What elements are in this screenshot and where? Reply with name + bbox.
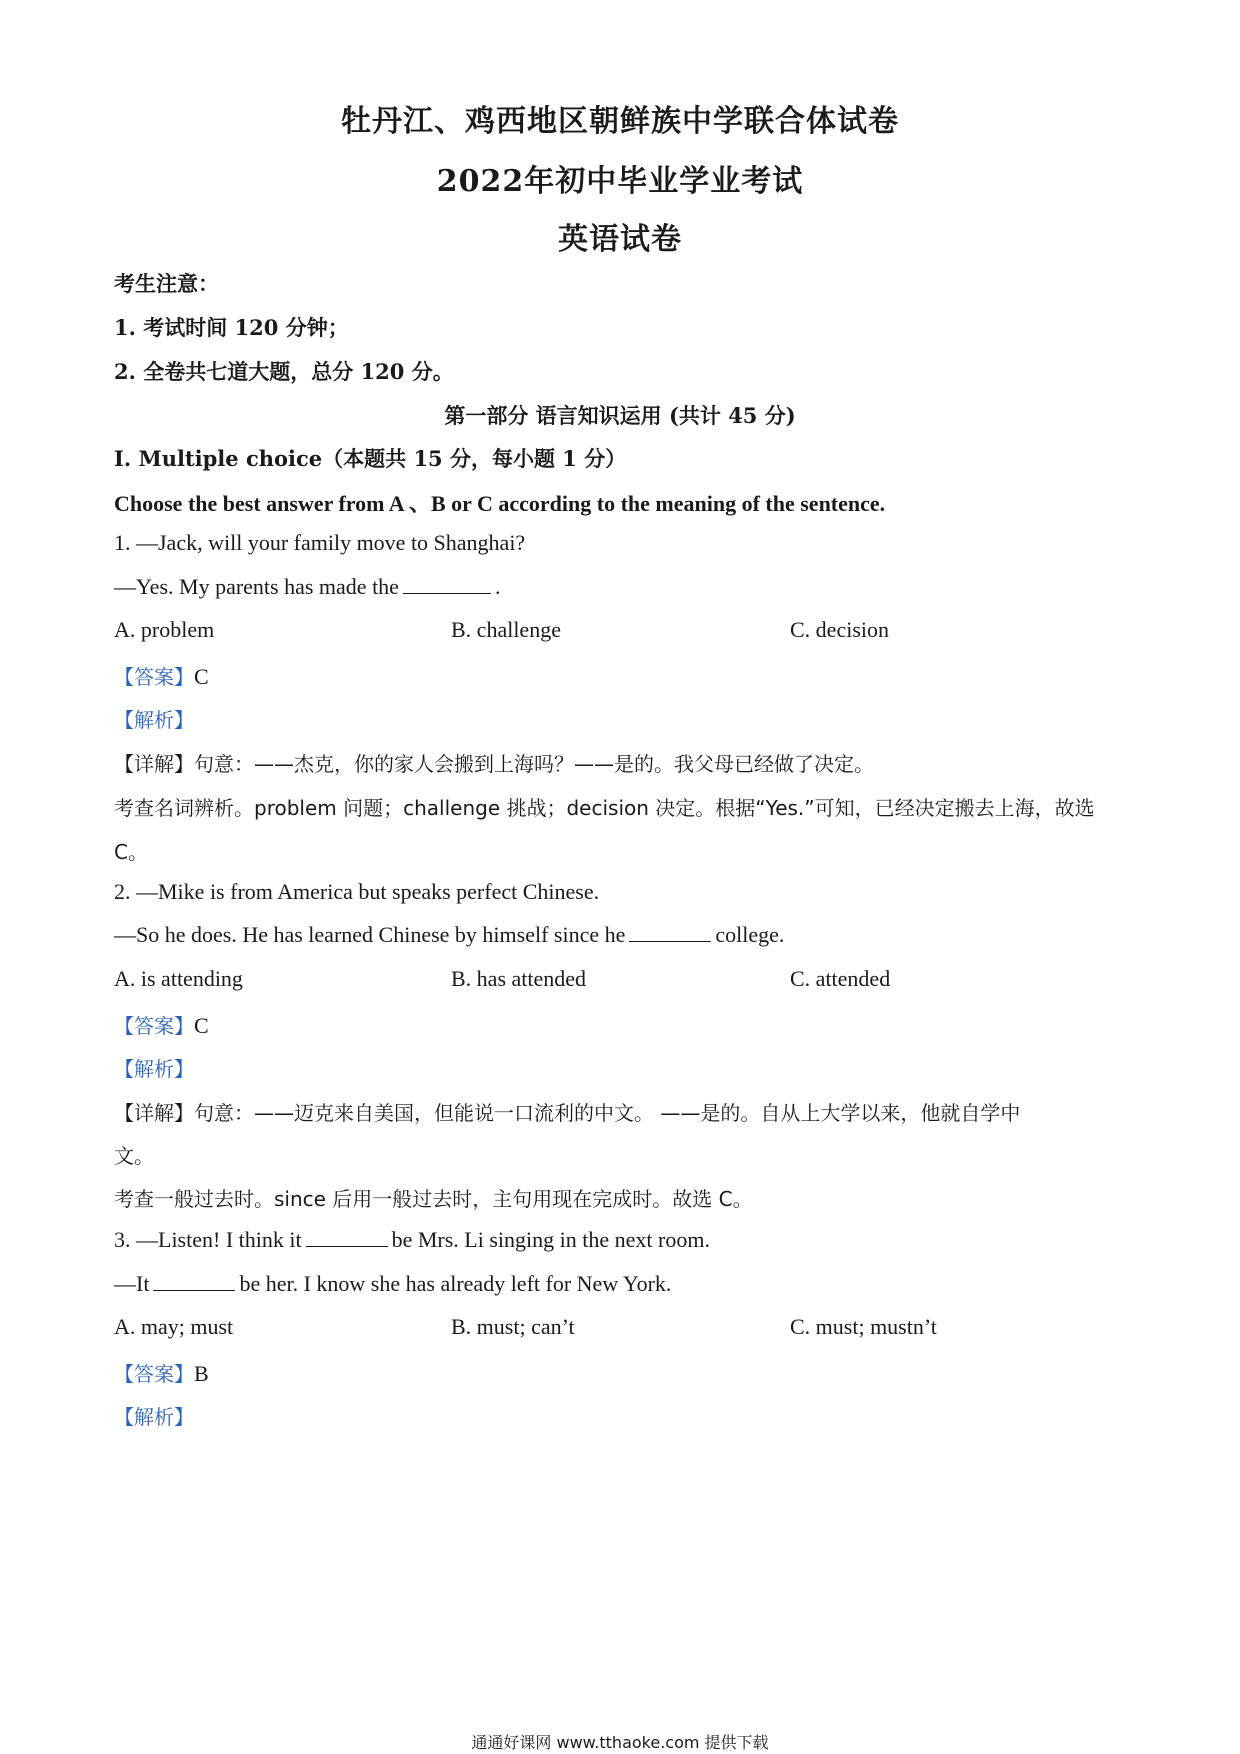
question-2-line-2 — [114, 922, 784, 948]
question-1-option-a: A. problem — [114, 617, 215, 642]
question-1-answer — [114, 661, 209, 690]
answer-blank — [153, 1272, 235, 1291]
question-2-option-c: C. attended — [790, 966, 891, 991]
question-1-detail-2: 考查名词辨析。problem 问题；challenge 挑战；decision 决定。根据“Yes.”可知，已经决定搬去上海，故选 — [114, 796, 1095, 820]
question-2-detail-1: 【详解】句意：——迈克来自美国，但能说一口流利的中文。 ——是的。自从上大学以来，他就自学中 — [114, 1101, 1021, 1125]
answer-value: C — [194, 664, 209, 689]
question-3-reply: —It — [114, 1271, 150, 1296]
question-2-option-a: A. is attending — [114, 966, 243, 991]
notice-heading: 考生注意： — [114, 271, 219, 296]
question-1-option-c: C. decision — [790, 617, 889, 642]
question-1-detail-3: C。 — [114, 840, 148, 864]
question-2-option-b: B. has attended — [451, 966, 587, 991]
question-3-line-2 — [114, 1271, 671, 1297]
notice-item-time: 1. 考试时间 120 分钟； — [114, 315, 349, 340]
question-1-text: —Yes. My parents has made the — [114, 574, 399, 599]
section-subtitle: I. Multiple choice（本题共 15 分，每小题 1 分） — [114, 446, 627, 471]
question-1-detail-1: 【详解】句意：——杰克，你的家人会搬到上海吗？——是的。我父母已经做了决定。 — [114, 752, 874, 776]
question-3-option-a: A. may; must — [114, 1314, 234, 1339]
question-2-line-1: 2. —Mike is from America but speaks perfect Chinese. — [114, 879, 600, 904]
question-2-analysis-tag: 【解析】 — [114, 1057, 194, 1081]
question-3-line-1 — [114, 1227, 710, 1253]
exam-subject: 英语试卷 — [558, 222, 682, 257]
question-2-answer — [114, 1010, 209, 1039]
question-3-reply-end: be her. I know she has already left for New York. — [239, 1271, 672, 1296]
question-1-option-b: B. challenge — [451, 617, 561, 642]
question-1-text-end: . — [494, 574, 501, 599]
answer-blank — [629, 923, 711, 942]
question-2-text: —So he does. He has learned Chinese by himself since he — [114, 922, 626, 947]
question-1-analysis-tag: 【解析】 — [114, 708, 194, 732]
notice-item-score: 2. 全卷共七道大题，总分 120 分。 — [114, 359, 454, 384]
question-3-text-end: be Mrs. Li singing in the next room. — [391, 1227, 710, 1252]
answer-value: C — [194, 1013, 209, 1038]
question-2-detail-3: 考查一般过去时。since 后用一般过去时，主句用现在完成时。故选 C。 — [114, 1187, 753, 1211]
question-1-line-1: 1. —Jack, will your family move to Shanghai? — [114, 530, 526, 555]
question-3-analysis-tag: 【解析】 — [114, 1405, 194, 1429]
question-3-answer — [114, 1358, 209, 1387]
answer-blank — [403, 575, 491, 594]
question-2-text-end: college. — [715, 922, 785, 947]
section-instruction: Choose the best answer from A 、B or C according to the meaning of the sentence. — [114, 491, 886, 516]
answer-tag: 【答案】 — [114, 1362, 194, 1386]
exam-title: 牡丹江、鸡西地区朝鲜族中学联合体试卷 — [341, 104, 899, 139]
question-1-line-2 — [114, 574, 500, 600]
answer-tag: 【答案】 — [114, 1014, 194, 1038]
answer-tag: 【答案】 — [114, 665, 194, 689]
question-3-option-c: C. must; mustn’t — [790, 1314, 937, 1339]
answer-value: B — [194, 1361, 209, 1386]
page-footer: 通通好课网 www.tthaoke.com 提供下载 — [471, 1733, 769, 1752]
question-3-option-b: B. must; can’t — [451, 1314, 575, 1339]
exam-subtitle: 2022年初中毕业学业考试 — [436, 164, 804, 199]
part-title: 第一部分 语言知识运用 (共计 45 分) — [444, 403, 796, 428]
question-3-text: 3. —Listen! I think it — [114, 1227, 302, 1252]
question-2-detail-2: 文。 — [114, 1144, 154, 1168]
answer-blank — [306, 1228, 388, 1247]
